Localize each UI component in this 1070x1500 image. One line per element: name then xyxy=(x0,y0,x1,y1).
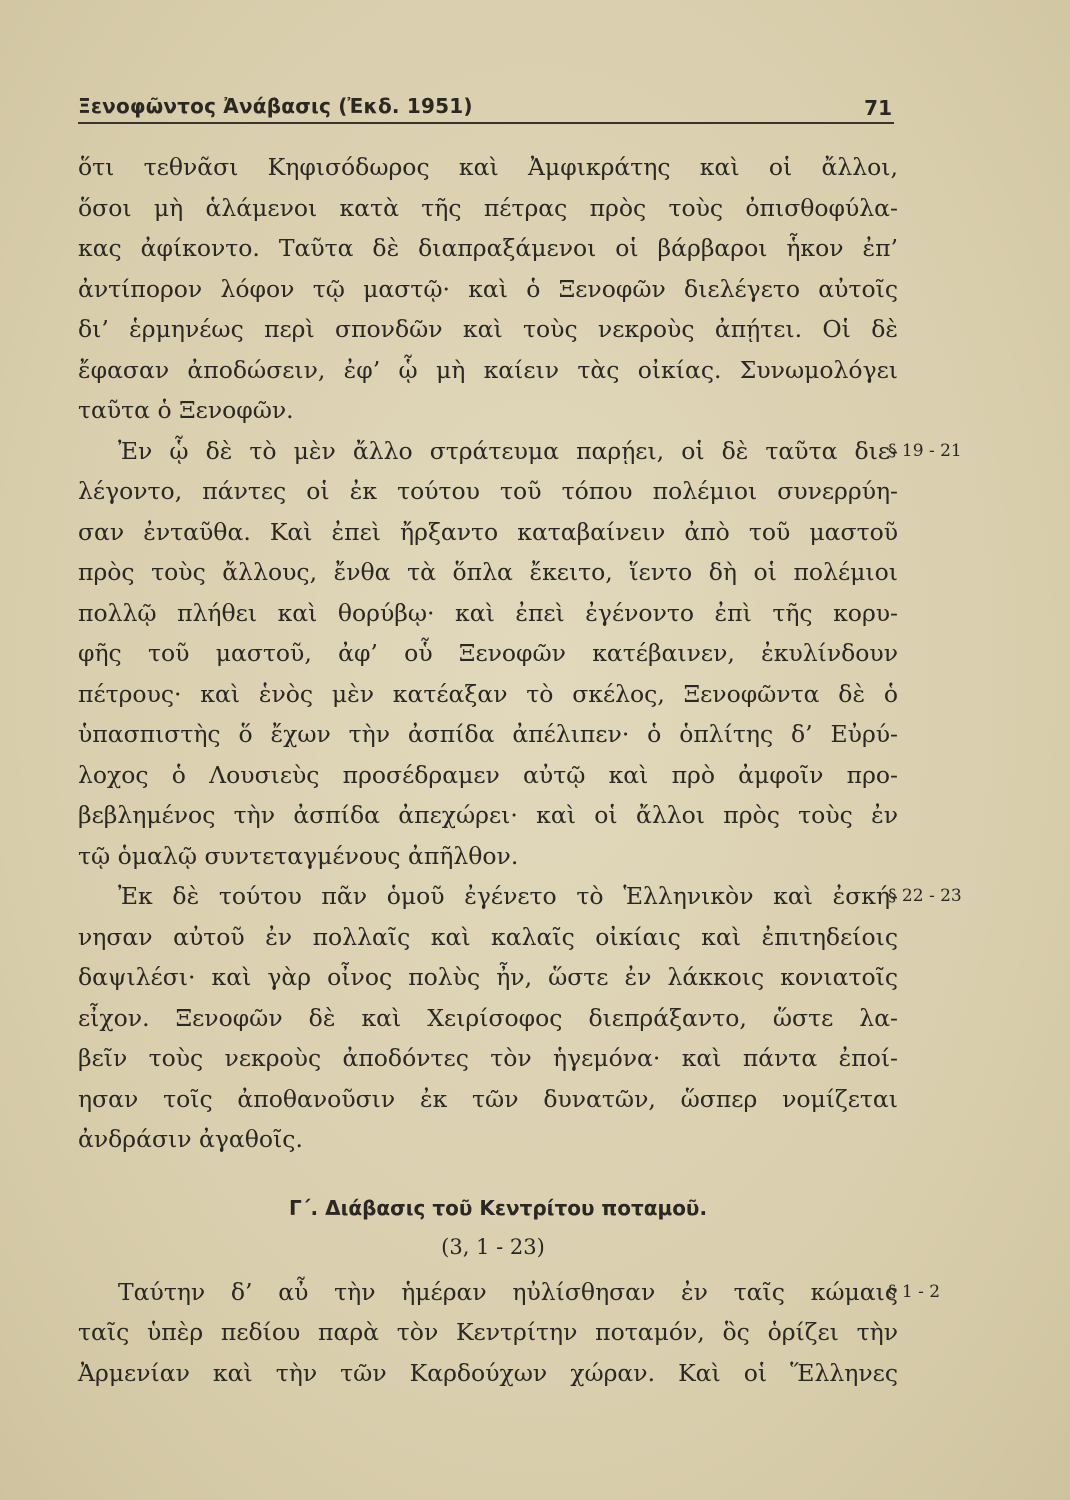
text-line: νησαν αὐτοῦ ἐν πολλαῖς καὶ καλαῖς οἰκίαις καὶ ἐπιτηδείοις xyxy=(78,922,898,951)
text-line: ὅσοι μὴ ἁλάμενοι κατὰ τῆς πέτρας πρὸς τοὺς ὀπισθοφύλα- xyxy=(78,193,898,222)
section-heading: Γ΄. Διάβασις τοῦ Κεντρίτου ποταμοῦ. xyxy=(288,1195,708,1220)
section-reference: (3, 1 - 23) xyxy=(441,1234,545,1259)
text-line: Ἐκ δὲ τούτου πᾶν ὁμοῦ ἐγένετο τὸ Ἑλληνικὸν καὶ ἐσκή- xyxy=(118,882,898,910)
text-line: πρὸς τοὺς ἄλλους, ἔνθα τὰ ὅπλα ἔκειτο, ἵεντο δὴ οἱ πολέμιοι xyxy=(78,558,898,586)
page-number: 71 xyxy=(864,96,892,120)
text-line: κας ἀφίκοντο. Ταῦτα δὲ διαπραξάμενοι οἱ βάρβαροι ἧκον ἐπ’ xyxy=(78,234,898,262)
text-line: ταῖς ὑπὲρ πεδίου παρὰ τὸν Κεντρίτην ποταμόν, ὃς ὁρίζει τὴν xyxy=(78,1318,898,1346)
text-line: πολλῷ πλήθει καὶ θορύβῳ· καὶ ἐπεὶ ἐγένοντο ἐπὶ τῆς κορυ- xyxy=(78,598,898,627)
margin-note: § 22 - 23 xyxy=(888,886,962,906)
text-line: δι’ ἑρμηνέως περὶ σπονδῶν καὶ τοὺς νεκροὺς ἀπῄτει. Οἱ δὲ xyxy=(78,315,898,343)
text-line: φῆς τοῦ μαστοῦ, ἀφ’ οὗ Ξενοφῶν κατέβαινεν, ἐκυλίνδουν xyxy=(78,639,898,667)
text-line: εἶχον. Ξενοφῶν δὲ καὶ Χειρίσοφος διεπράξαντο, ὥστε λα- xyxy=(78,1003,898,1032)
text-line: βεῖν τοὺς νεκροὺς ἀποδόντες τὸν ἡγεμόνα· καὶ πάντα ἐποί- xyxy=(78,1044,898,1072)
text-line: Ἀρμενίαν καὶ τὴν τῶν Καρδούχων χώραν. Καὶ οἱ Ἕλληνες xyxy=(78,1358,898,1387)
text-line: ἀνδράσιν ἀγαθοῖς. xyxy=(78,1125,303,1153)
paragraph-4 xyxy=(78,1272,941,1394)
running-header xyxy=(78,92,894,124)
margin-note: § 1 - 2 xyxy=(888,1281,941,1302)
text-line: ησαν τοῖς ἀποθανοῦσιν ἐκ τῶν δυνατῶν, ὥσπερ νομίζεται xyxy=(78,1084,898,1113)
text-line: Ἐν ᾧ δὲ τὸ μὲν ἄλλο στράτευμα παρῄει, οἱ δὲ ταῦτα διε- xyxy=(118,436,898,465)
text-line: λοχος ὁ Λουσιεὺς προσέδραμεν αὐτῷ καὶ πρὸ ἀμφοῖν προ- xyxy=(78,760,898,789)
text-line: βεβλημένος τὴν ἀσπίδα ἀπεχώρει· καὶ οἱ ἄλλοι πρὸς τοὺς ἐν xyxy=(78,801,898,829)
main-text xyxy=(78,147,962,1393)
text-line: ταῦτα ὁ Ξενοφῶν. xyxy=(78,396,294,424)
running-title: Ξενοφῶντος Ἀνάβασις (Ἐκδ. 1951) xyxy=(78,94,473,118)
section-gap xyxy=(78,1160,898,1188)
text-line: ἔφασαν ἀποδώσειν, ἐφ’ ᾧ μὴ καίειν τὰς οἰκίας. Συνωμολόγει xyxy=(78,355,898,384)
text-line: λέγοντο, πάντες οἱ ἐκ τούτου τοῦ τόπου πολέμιοι συνερρύη- xyxy=(78,477,898,505)
text-line: ὅτι τεθνᾶσι Κηφισόδωρος καὶ Ἀμφικράτης καὶ οἱ ἄλλοι, xyxy=(78,153,898,181)
text-line: δαψιλέσι· καὶ γὰρ οἶνος πολὺς ἦν, ὥστε ἐν λάκκοις κονιατοῖς xyxy=(78,963,898,991)
text-line: ἀντίπορον λόφον τῷ μαστῷ· καὶ ὁ Ξενοφῶν διελέγετο αὐτοῖς xyxy=(78,274,898,303)
paragraph-3 xyxy=(78,876,962,1160)
paragraph-1 xyxy=(78,147,898,431)
text-line: Ταύτην δ’ αὖ τὴν ἡμέραν ηὐλίσθησαν ἐν ταῖς κώμαις xyxy=(118,1277,898,1306)
margin-note: § 19 - 21 xyxy=(888,440,962,461)
text-line: πέτρους· καὶ ἑνὸς μὲν κατέαξαν τὸ σκέλος, Ξενοφῶντα δὲ ὁ xyxy=(78,679,898,708)
text-line: σαν ἐνταῦθα. Καὶ ἐπεὶ ἤρξαντο καταβαίνειν ἀπὸ τοῦ μαστοῦ xyxy=(78,517,898,546)
paragraph-2 xyxy=(78,431,962,877)
text-line: ὑπασπιστὴς ὅ ἔχων τὴν ἀσπίδα ἀπέλιπεν· ὁ ὁπλίτης δ’ Εὐρύ- xyxy=(78,720,898,748)
text-line: τῷ ὁμαλῷ συντεταγμένους ἀπῆλθον. xyxy=(78,841,519,870)
